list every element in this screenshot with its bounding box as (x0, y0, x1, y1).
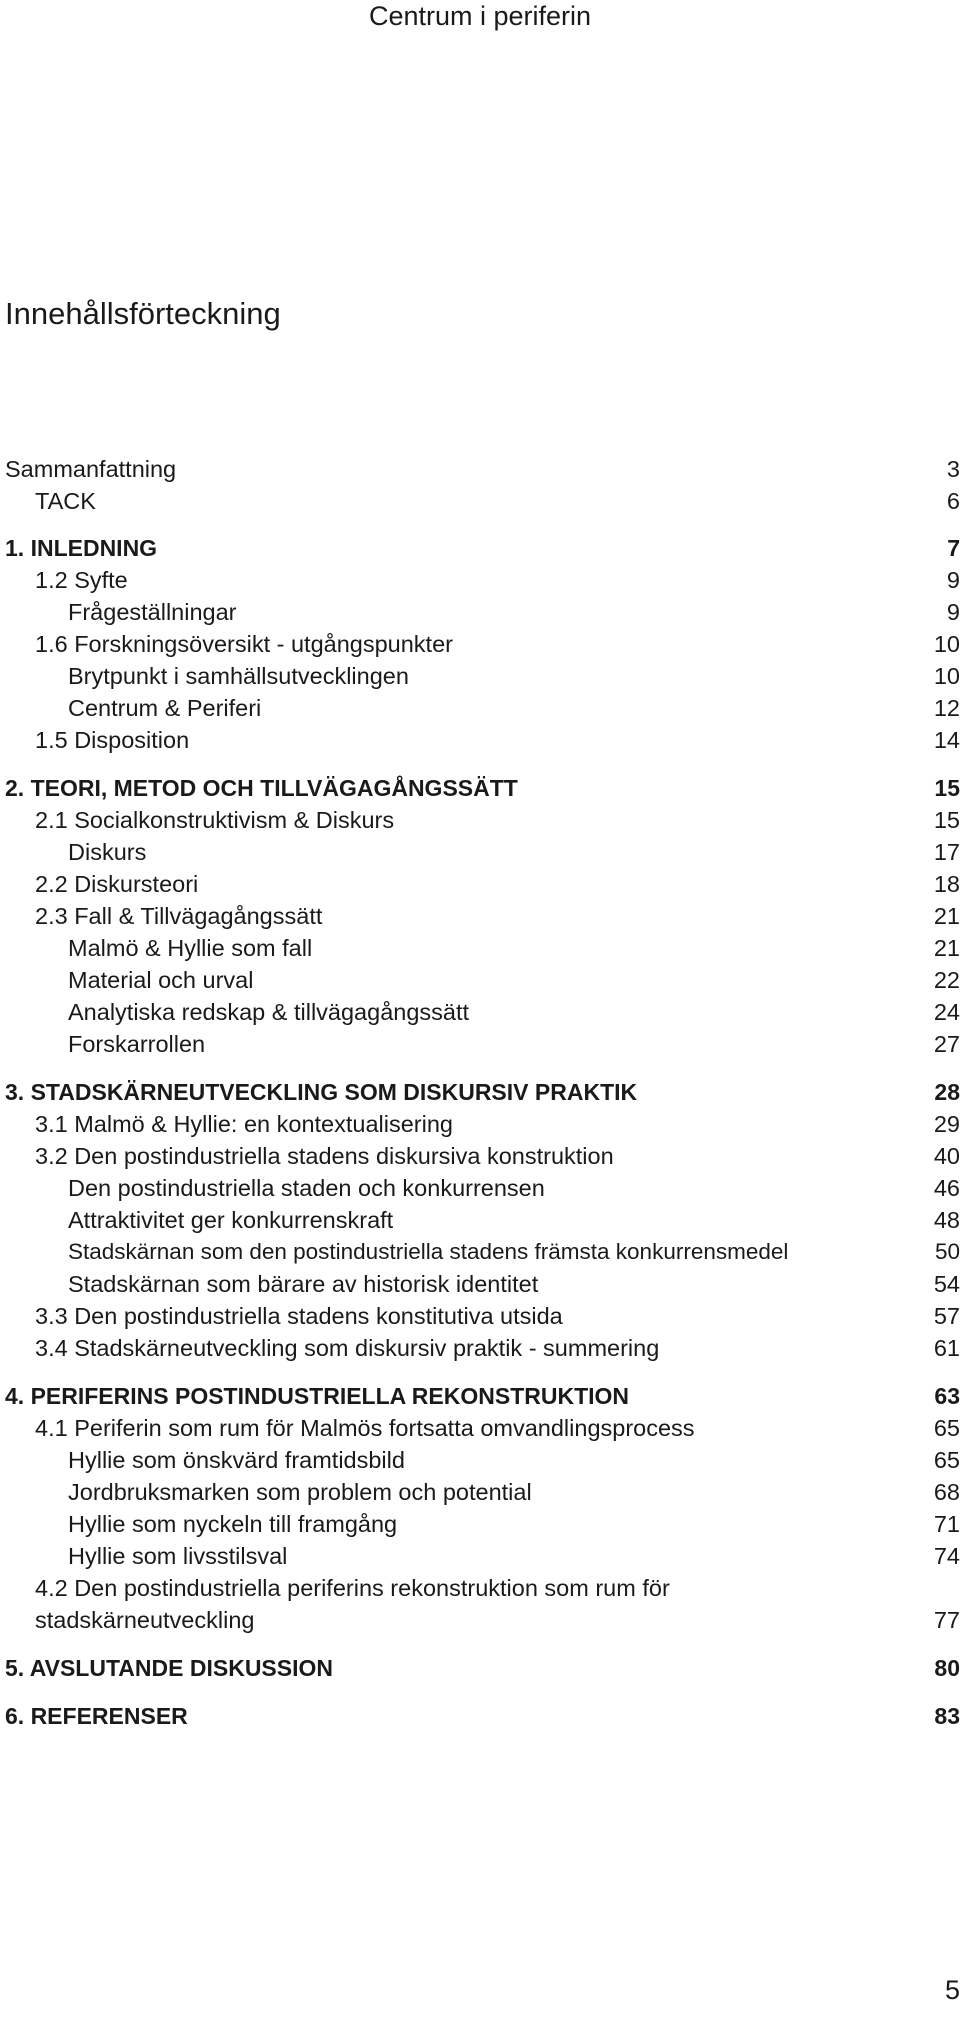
toc-entry-text: 4. PERIFERINS POSTINDUSTRIELLA REKONSTRUKTION (5, 1383, 630, 1409)
toc-entry-3-2[interactable] (0, 1140, 960, 1172)
toc-entry-centrum-periferi[interactable] (0, 692, 960, 724)
toc-entry-text: Hyllie som önskvärd framtidsbild (68, 1447, 405, 1473)
toc-entry-page: 48 (933, 1207, 960, 1233)
toc-entry-chapter-2[interactable] (0, 772, 960, 804)
page-number: 5 (944, 1975, 960, 2005)
toc-entry-hyllie-framtidsbild[interactable] (0, 1444, 960, 1476)
toc-entry-material-urval[interactable] (0, 964, 960, 996)
toc-entry-text: Frågeställningar (68, 599, 237, 625)
toc-entry-text: 1. INLEDNING (5, 535, 158, 561)
toc-entry-text: Jordbruksmarken som problem och potential (68, 1479, 532, 1505)
toc-entry-diskurs[interactable] (0, 836, 960, 868)
toc-entry-text: 1.2 Syfte (35, 567, 128, 593)
toc-entry-text: Material och urval (68, 967, 254, 993)
toc-entry-page: 77 (933, 1607, 960, 1633)
toc-entry-tack[interactable] (0, 485, 960, 517)
toc-entry-attraktivitet[interactable] (0, 1204, 960, 1236)
toc-entry-chapter-1[interactable] (0, 532, 960, 564)
toc-entry-chapter-6[interactable] (0, 1700, 960, 1732)
toc-entry-text: 4.2 Den postindustriella periferins rekonstruktion som rum för stadskärneutveckling (35, 1575, 670, 1633)
toc-entry-page: 29 (933, 1111, 960, 1137)
toc-entry-page: 28 (934, 1079, 960, 1105)
toc-entry-page: 40 (933, 1143, 960, 1169)
toc-entry-fragestallningar[interactable] (0, 596, 960, 628)
toc-entry-3-3[interactable] (0, 1300, 960, 1332)
toc-entry-4-2[interactable] (0, 1572, 960, 1636)
toc-entry-page: 21 (933, 903, 960, 929)
toc-entry-chapter-5[interactable] (0, 1652, 960, 1684)
toc-entry-page: 22 (933, 967, 960, 993)
toc-entry-page: 54 (933, 1271, 960, 1297)
toc-entry-hyllie-nyckeln[interactable] (0, 1508, 960, 1540)
toc-entry-text: Hyllie som livsstilsval (68, 1543, 288, 1569)
toc-entry-text: Analytiska redskap & tillvägagångssätt (68, 999, 470, 1025)
toc-entry-3-4[interactable] (0, 1332, 960, 1364)
toc-entry-page: 65 (933, 1447, 960, 1473)
toc-entry-2-3[interactable] (0, 900, 960, 932)
toc-entry-page: 10 (933, 631, 960, 657)
toc-entry-1-6[interactable] (0, 628, 960, 660)
toc-entry-text: Centrum & Periferi (68, 695, 262, 721)
toc-entry-4-1[interactable] (0, 1412, 960, 1444)
toc-entry-page: 17 (933, 839, 960, 865)
toc-entry-1-2[interactable] (0, 564, 960, 596)
toc-entry-page: 18 (933, 871, 960, 897)
toc-entry-jordbruksmarken[interactable] (0, 1476, 960, 1508)
toc-entry-forskarrollen[interactable] (0, 1028, 960, 1060)
toc-entry-hyllie-livsstilsval[interactable] (0, 1540, 960, 1572)
toc-entry-text: Malmö & Hyllie som fall (68, 935, 313, 961)
toc-entry-page: 14 (933, 727, 960, 753)
toc-entry-text: 2. TEORI, METOD OCH TILLVÄGAGÅNGSSÄTT (5, 775, 518, 801)
toc-entry-page: 24 (933, 999, 960, 1025)
toc-entry-page: 61 (933, 1335, 960, 1361)
running-header: Centrum i periferin (368, 1, 592, 31)
toc-entry-sammanfattning[interactable] (0, 453, 960, 485)
toc-entry-chapter-4[interactable] (0, 1380, 960, 1412)
toc-entry-page: 21 (933, 935, 960, 961)
toc-entry-2-1[interactable] (0, 804, 960, 836)
toc-entry-page: 3 (946, 456, 960, 482)
toc-entry-postindustriella-konkurrensen[interactable] (0, 1172, 960, 1204)
toc-entry-text: Forskarrollen (68, 1031, 206, 1057)
toc-entry-text: 2.2 Diskursteori (35, 871, 199, 897)
toc-entry-text: Den postindustriella staden och konkurrensen (68, 1175, 545, 1201)
toc-entry-text: 2.1 Socialkonstruktivism & Diskurs (35, 807, 395, 833)
toc-entry-text: Hyllie som nyckeln till framgång (68, 1511, 398, 1537)
toc-entry-text: 6. REFERENSER (5, 1703, 188, 1729)
toc-entry-malmo-hyllie-fall[interactable] (0, 932, 960, 964)
toc-entry-text: 3. STADSKÄRNEUTVECKLING SOM DISKURSIV PRAKTIK (5, 1079, 638, 1105)
toc-entry-page: 9 (946, 599, 960, 625)
toc-entry-page: 27 (933, 1031, 960, 1057)
toc-entry-page: 71 (933, 1511, 960, 1537)
toc-entry-text: 2.3 Fall & Tillvägagångssätt (35, 903, 323, 929)
toc-entry-text: Sammanfattning (5, 456, 177, 482)
toc-entry-text: 5. AVSLUTANDE DISKUSSION (5, 1655, 333, 1681)
toc-entry-stadskarnan-konkurrensmedel[interactable] (0, 1236, 960, 1268)
toc-entry-analytiska-redskap[interactable] (0, 996, 960, 1028)
toc-entry-page: 74 (933, 1543, 960, 1569)
toc-entry-page: 6 (946, 488, 960, 514)
toc-entry-1-5[interactable] (0, 724, 960, 756)
toc-entry-text: Stadskärnan som den postindustriella stadens främsta konkurrensmedel (68, 1239, 789, 1264)
toc-entry-page: 9 (946, 567, 960, 593)
toc-entry-text: 3.2 Den postindustriella stadens diskursiva konstruktion (35, 1143, 614, 1169)
toc-entry-stadskarnan-identitet[interactable] (0, 1268, 960, 1300)
toc-entry-text: 1.5 Disposition (35, 727, 190, 753)
toc-entry-text: 1.6 Forskningsöversikt - utgångspunkter (35, 631, 453, 657)
toc-entry-text: 4.1 Periferin som rum för Malmös fortsatta omvandlingsprocess (35, 1415, 695, 1441)
toc-entry-brytpunkt[interactable] (0, 660, 960, 692)
toc-entry-page: 12 (933, 695, 960, 721)
toc-entry-text: Stadskärnan som bärare av historisk identitet (68, 1271, 539, 1297)
toc-entry-3-1[interactable] (0, 1108, 960, 1140)
toc-entry-2-2[interactable] (0, 868, 960, 900)
toc-entry-page: 68 (933, 1479, 960, 1505)
toc-title: Innehållsförteckning (5, 296, 281, 331)
toc-entry-text: Diskurs (68, 839, 147, 865)
toc-entry-page: 83 (934, 1703, 960, 1729)
toc-entry-page: 65 (933, 1415, 960, 1441)
toc-entry-page: 7 (947, 535, 960, 561)
toc-entry-text: 3.4 Stadskärneutveckling som diskursiv praktik - summering (35, 1335, 660, 1361)
toc-entry-text: Attraktivitet ger konkurrenskraft (68, 1207, 394, 1233)
toc-entry-text: 3.3 Den postindustriella stadens konstitutiva utsida (35, 1303, 563, 1329)
toc-entry-page: 46 (933, 1175, 960, 1201)
toc-entry-text: 3.1 Malmö & Hyllie: en kontextualisering (35, 1111, 453, 1137)
toc-entry-page: 80 (934, 1655, 960, 1681)
toc-entry-text: Brytpunkt i samhällsutvecklingen (68, 663, 409, 689)
toc-entry-page: 15 (934, 775, 960, 801)
toc-entry-chapter-3[interactable] (0, 1076, 960, 1108)
toc-entry-page: 15 (933, 807, 960, 833)
toc-entry-page: 10 (933, 663, 960, 689)
toc-entry-page: 50 (934, 1239, 960, 1264)
toc-entry-page: 57 (933, 1303, 960, 1329)
toc-entry-text: TACK (35, 488, 96, 514)
toc-entry-page: 63 (934, 1383, 960, 1409)
